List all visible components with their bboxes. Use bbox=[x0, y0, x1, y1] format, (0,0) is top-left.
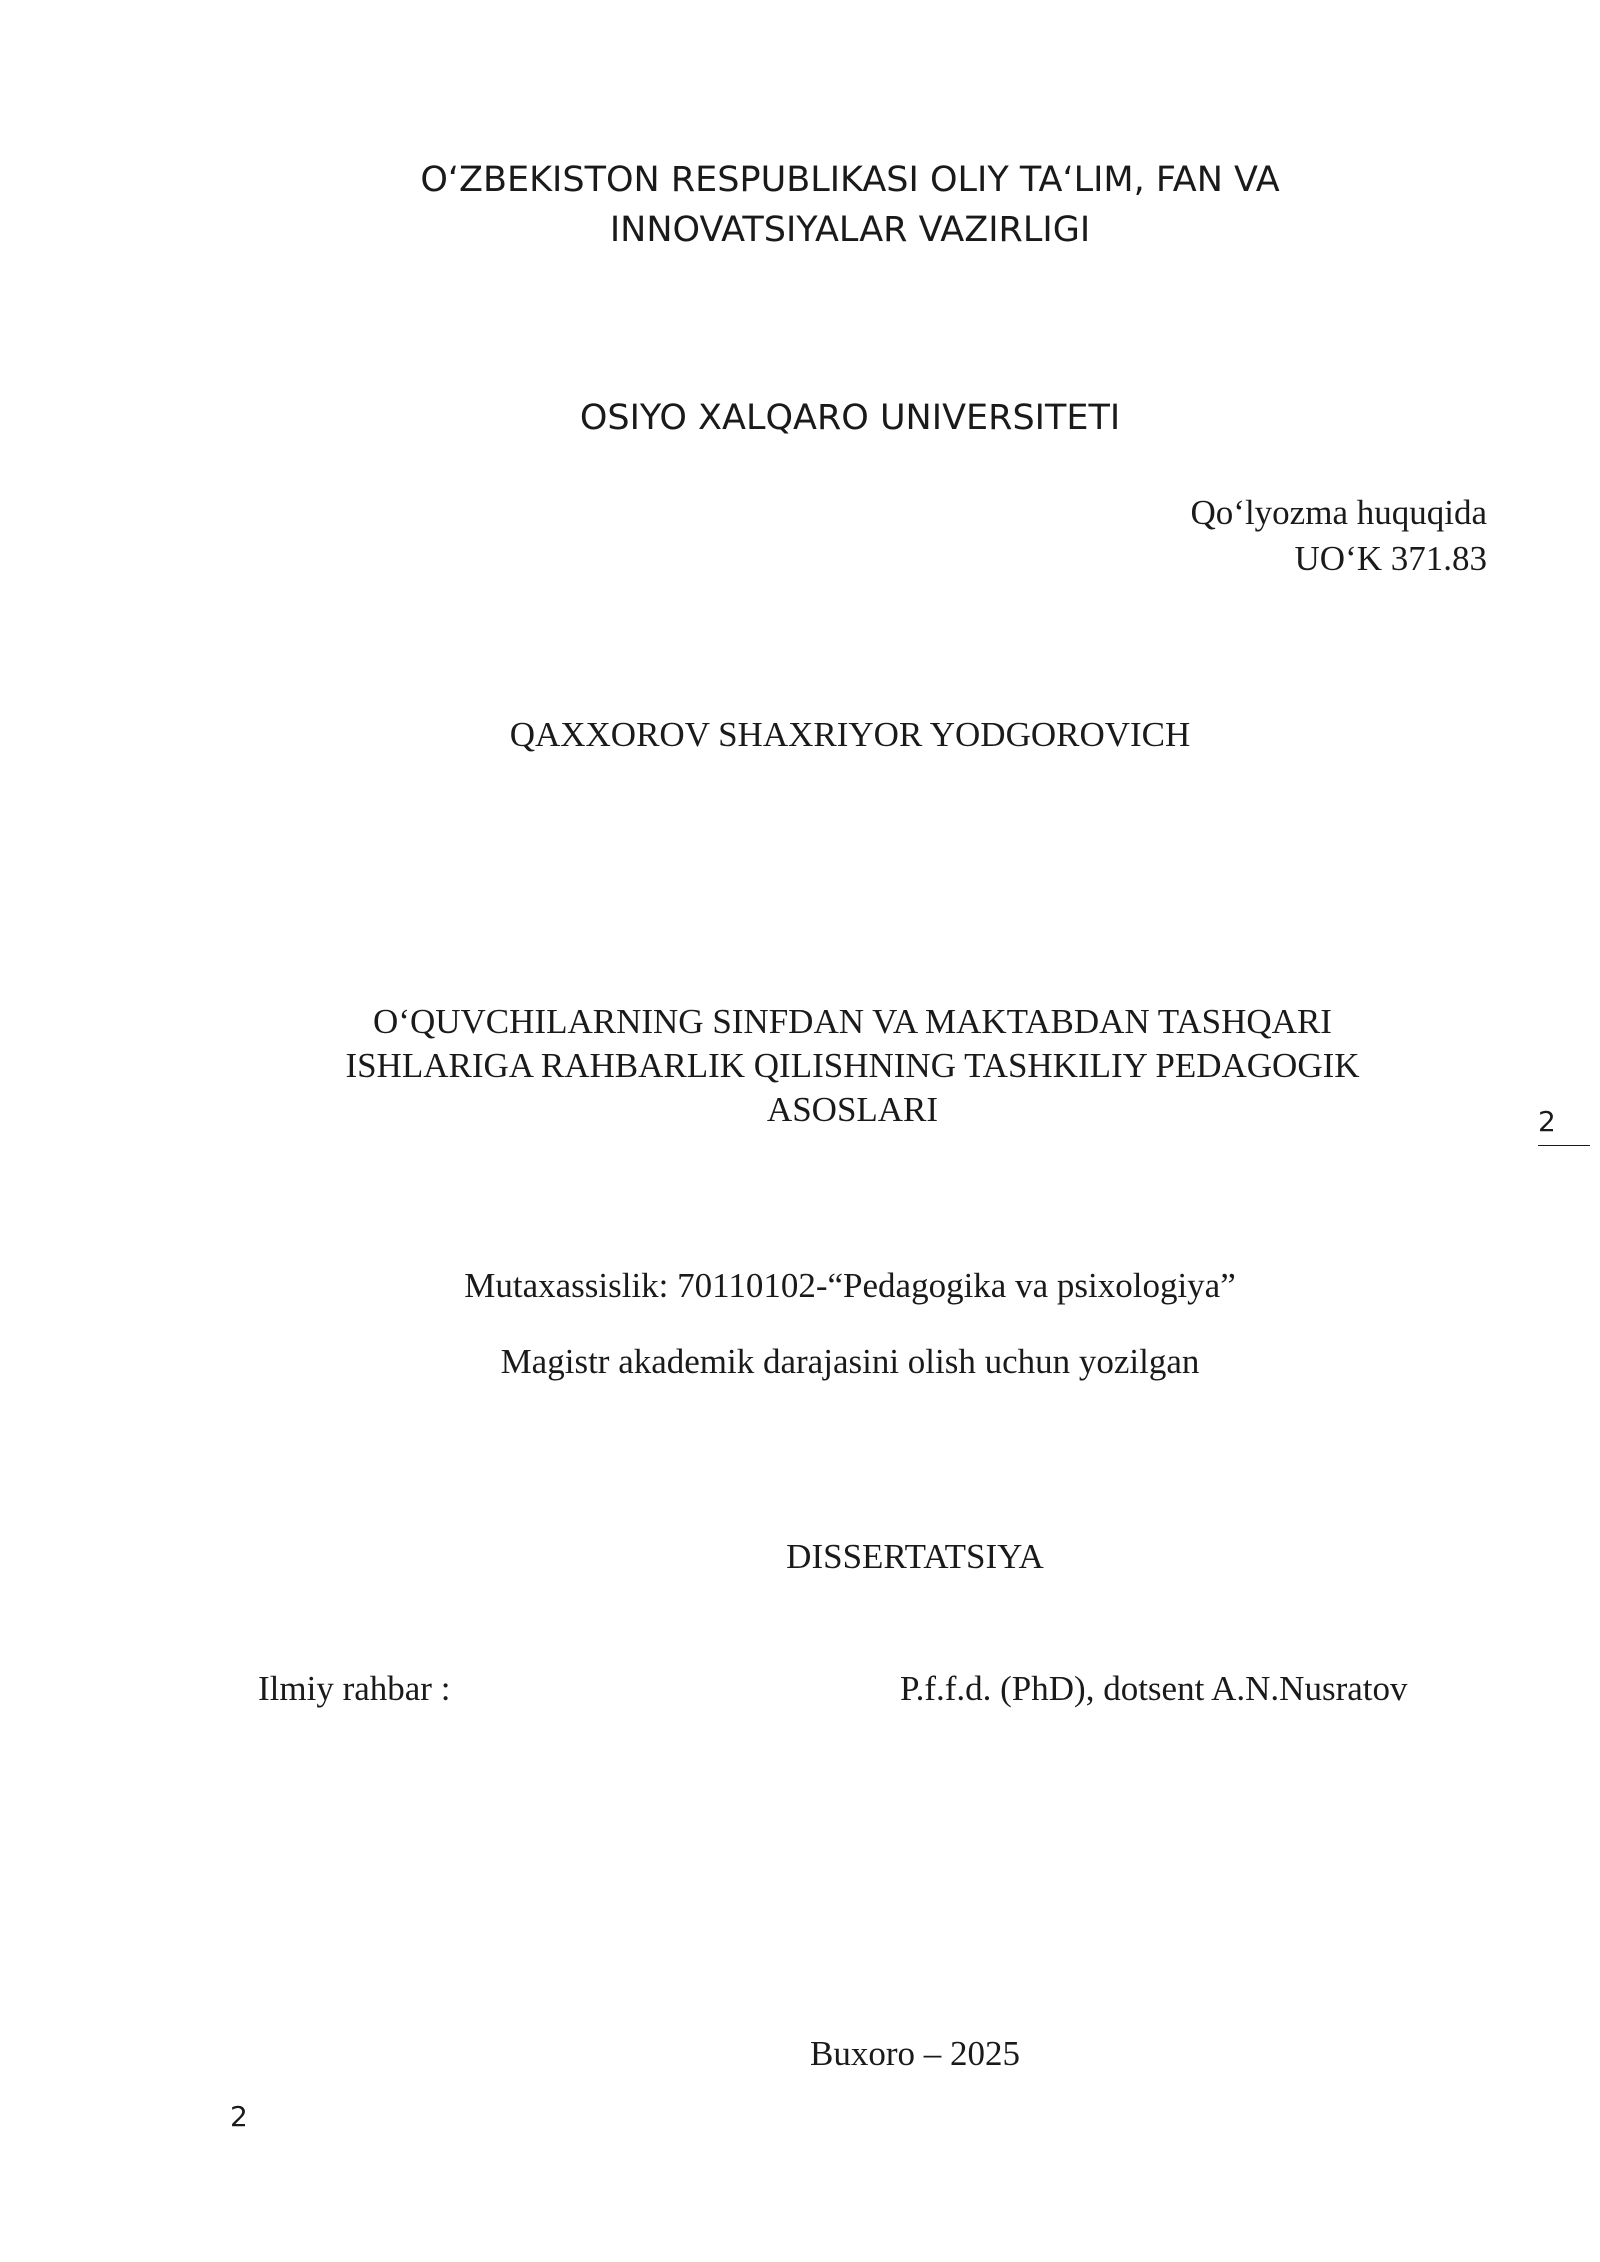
udc-code: UO‘K 371.83 bbox=[1294, 539, 1487, 578]
specialty-line: Mutaxassislik: 70110102-“Pedagogika va psixologiya” bbox=[464, 1266, 1236, 1305]
supervisor-label: Ilmiy rahbar : bbox=[258, 1669, 451, 1708]
degree-purpose-line: Magistr akademik darajasini olish uchun yozilgan bbox=[500, 1342, 1200, 1381]
title-line-2: ISHLARIGA RAHBARLIK QILISHNING TASHKILIY PEDAGOGIK bbox=[345, 1046, 1360, 1085]
supervisor-name: P.f.f.d. (PhD), dotsent A.N.Nusratov bbox=[900, 1669, 1408, 1708]
university-name: OSIYO XALQARO UNIVERSITETI bbox=[579, 398, 1121, 438]
page-number: 2 bbox=[230, 2100, 248, 2133]
rights-note: Qo‘lyozma huquqida bbox=[1190, 493, 1487, 532]
document-genre: DISSERTATSIYA bbox=[786, 1537, 1044, 1576]
dissertation-title bbox=[240, 1000, 1465, 1132]
ministry-heading bbox=[300, 155, 1400, 255]
title-line-1: O‘QUVCHILARNING SINFDAN VA MAKTABDAN TASHQARI bbox=[373, 1002, 1332, 1041]
side-marker: 2 bbox=[1538, 1105, 1556, 1138]
ministry-line-1: O‘ZBEKISTON RESPUBLIKASI OLIY TA‘LIM, FAN VA bbox=[420, 160, 1280, 200]
manuscript-rights-block bbox=[1000, 490, 1487, 582]
place-and-year: Buxoro – 2025 bbox=[810, 2034, 1020, 2073]
side-marker-underline bbox=[1538, 1145, 1590, 1146]
author-name: QAXXOROV SHAXRIYOR YODGOROVICH bbox=[509, 715, 1191, 754]
ministry-line-2: INNOVATSIYALAR VAZIRLIGI bbox=[609, 210, 1091, 250]
title-line-3: ASOSLARI bbox=[766, 1090, 939, 1129]
